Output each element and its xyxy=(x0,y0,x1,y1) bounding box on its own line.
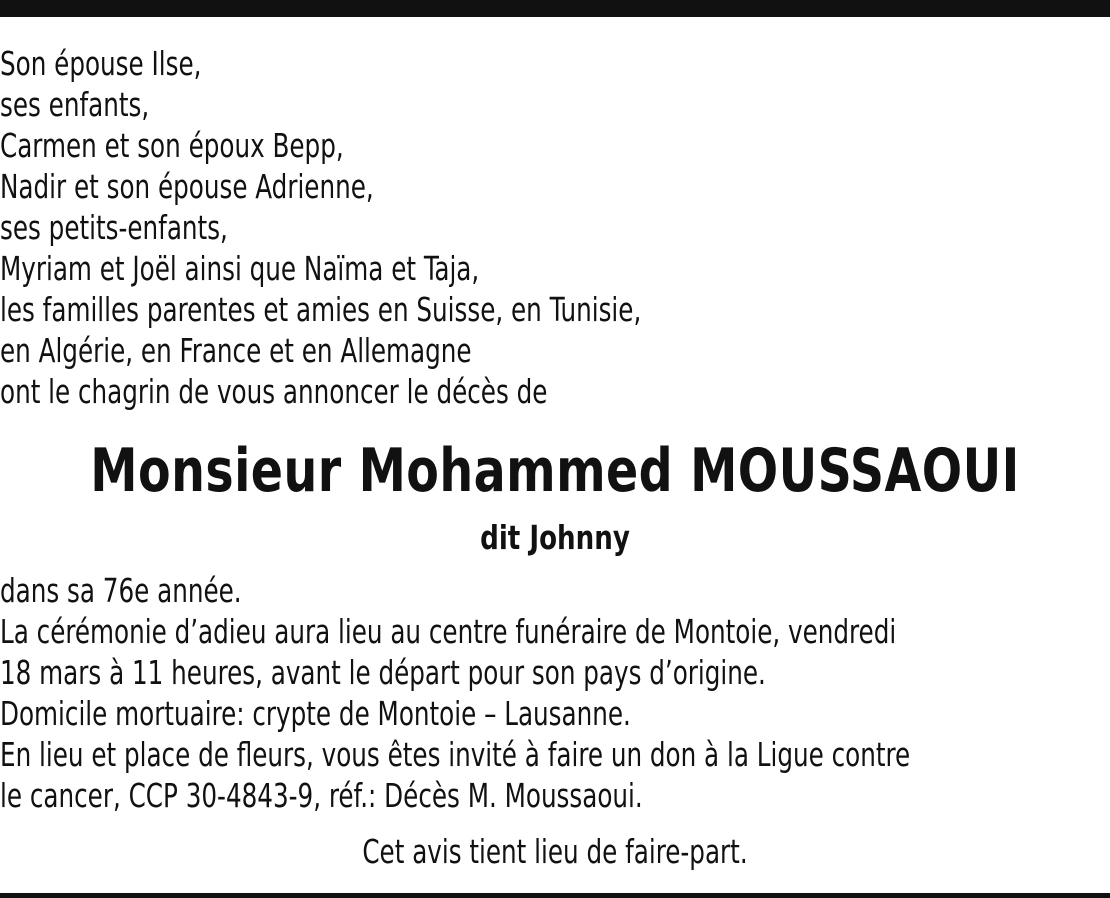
intro-line-2: ses enfants, xyxy=(0,85,150,124)
details-line-6: le cancer, CCP 30-4843-9, réf.: Décès M. Moussaoui. xyxy=(0,776,643,815)
deceased-nickname: dit Johnny xyxy=(480,518,630,557)
intro-line-1: Son épouse Ilse, xyxy=(0,44,202,83)
footer-note: Cet avis tient lieu de faire-part. xyxy=(362,832,748,871)
intro-line-3: Carmen et son époux Bepp, xyxy=(0,126,344,165)
intro-line-7: les familles parentes et amies en Suisse, en Tunisie, xyxy=(0,290,642,329)
details-line-1: dans sa 76e année. xyxy=(0,571,242,610)
intro-line-4: Nadir et son épouse Adrienne, xyxy=(0,167,374,206)
details-line-3: 18 mars à 11 heures, avant le départ pour son pays d’origine. xyxy=(0,653,766,692)
intro-line-5: ses petits-enfants, xyxy=(0,208,228,247)
details-line-5: En lieu et place de fleurs, vous êtes invité à faire un don à la Ligue contre xyxy=(0,735,911,774)
intro-line-6: Myriam et Joël ainsi que Naïma et Taja, xyxy=(0,249,480,288)
deceased-name: Monsieur Mohammed MOUSSAOUI xyxy=(90,436,1020,506)
details-line-4: Domicile mortuaire: crypte de Montoie – Lausanne. xyxy=(0,694,631,733)
intro-line-8: en Algérie, en France et en Allemagne xyxy=(0,331,472,370)
details-line-2: La cérémonie d’adieu aura lieu au centre funéraire de Montoie, vendredi xyxy=(0,612,897,651)
intro-line-9: ont le chagrin de vous annoncer le décès de xyxy=(0,372,548,411)
bottom-border-rule xyxy=(0,893,1110,898)
top-border-rule xyxy=(0,0,1110,17)
